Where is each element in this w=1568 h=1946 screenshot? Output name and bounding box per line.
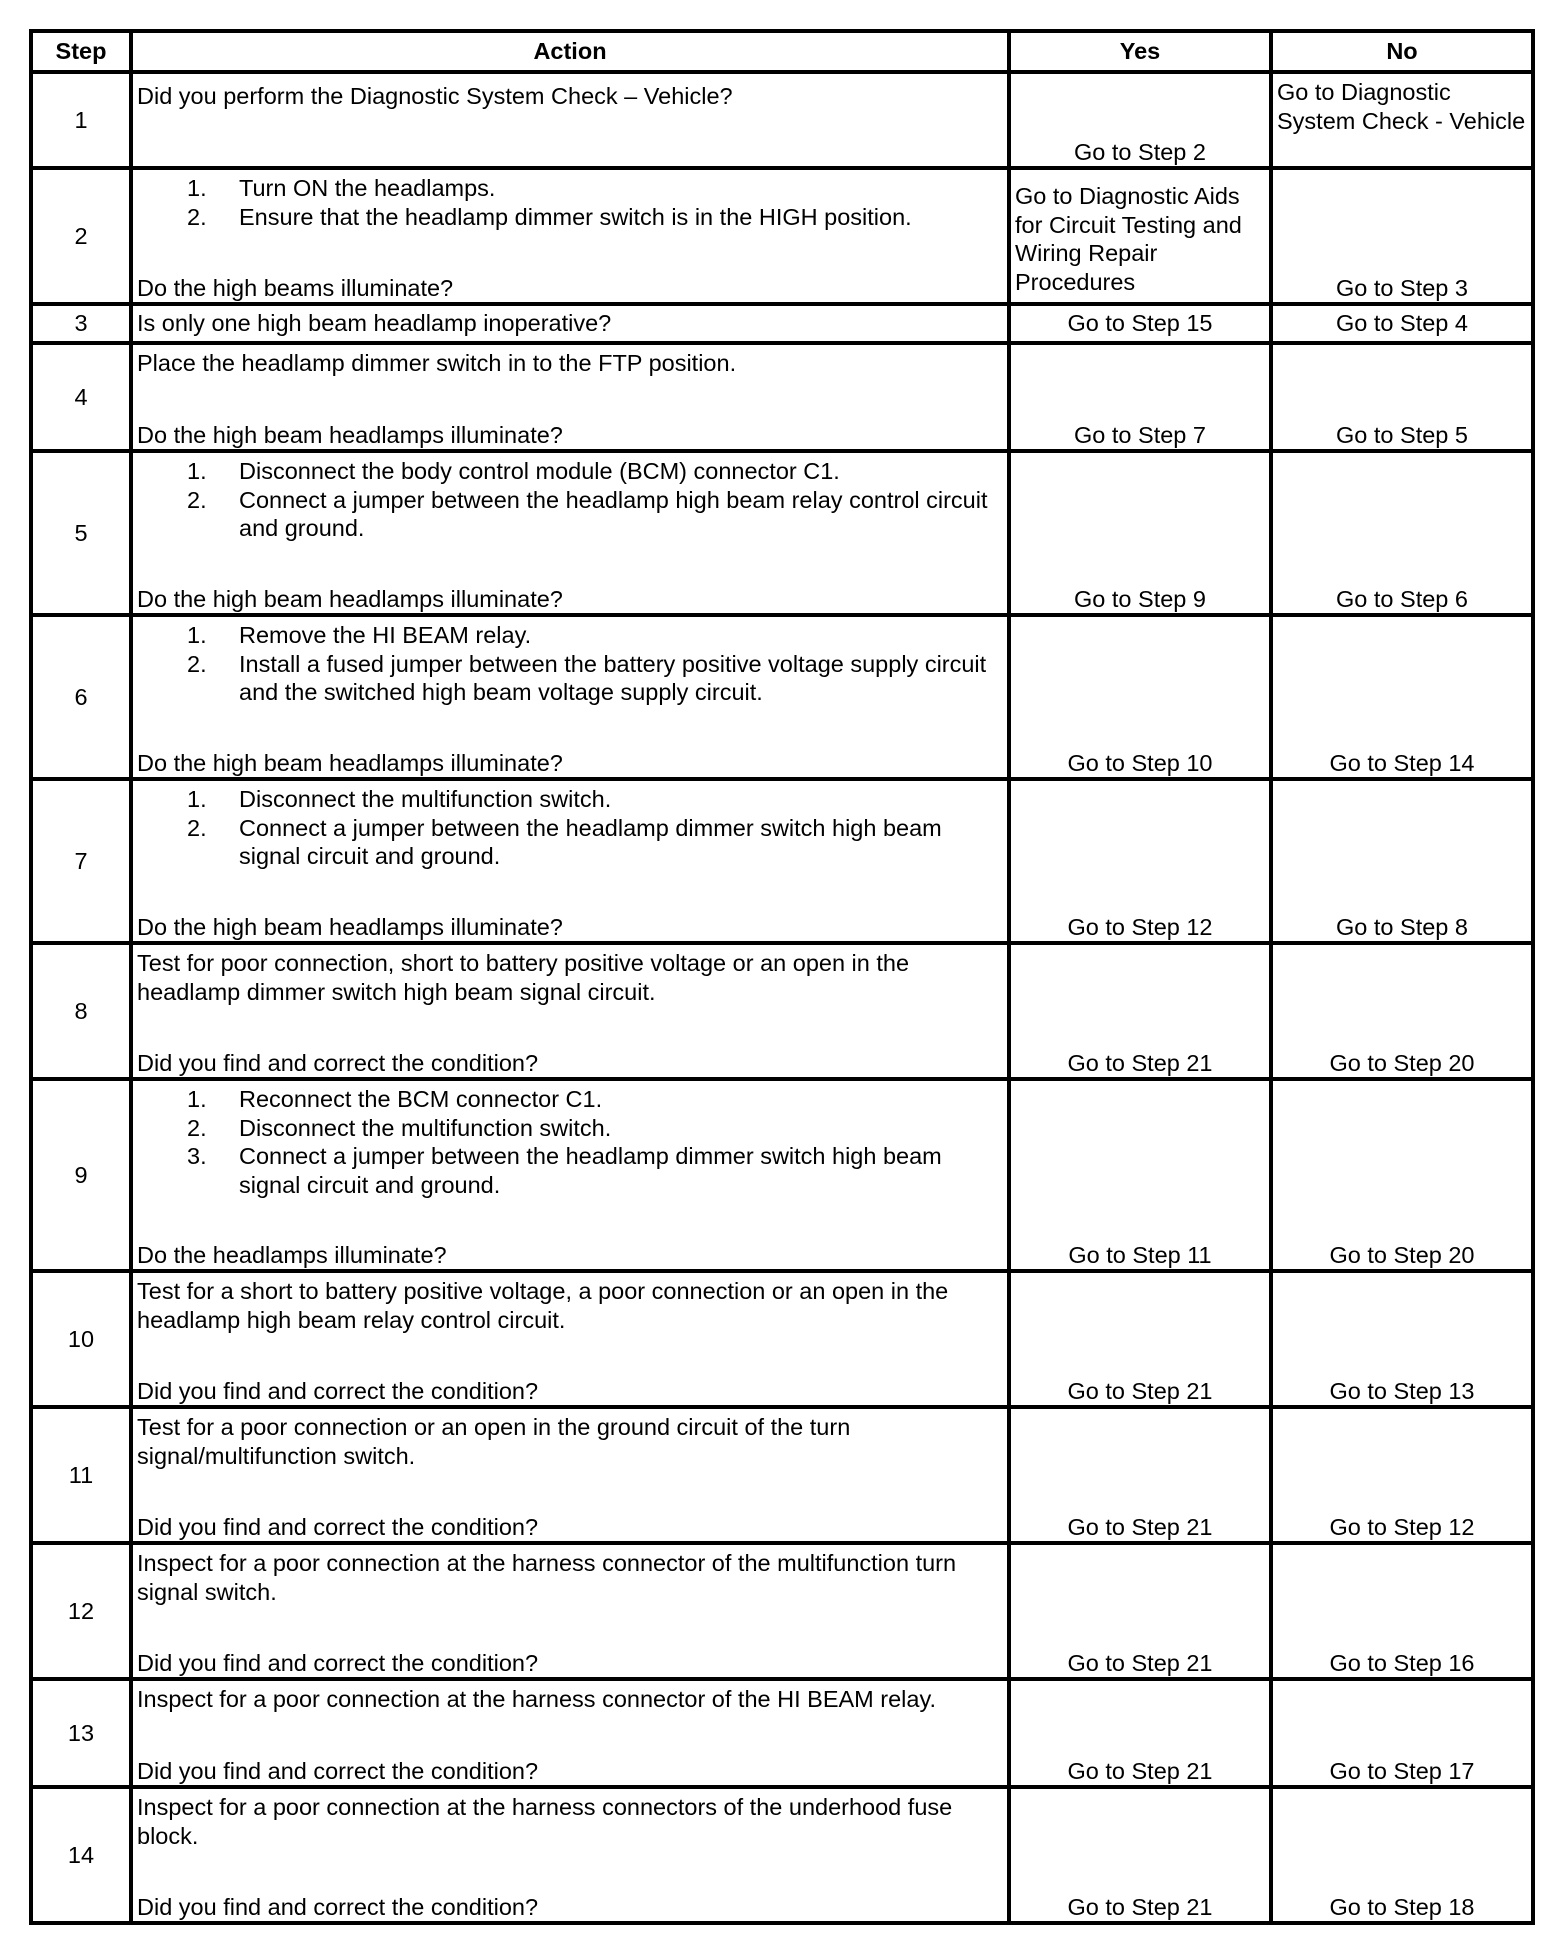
- step-number: 3: [31, 304, 131, 343]
- action-cell: [131, 304, 1009, 343]
- action-cell: [131, 72, 1009, 168]
- action-question: Do the high beams illuminate?: [137, 274, 454, 301]
- header-no: No: [1271, 31, 1533, 72]
- yes-result: Go to Step 7: [1074, 421, 1206, 448]
- action-steps-list: [137, 457, 1003, 543]
- action-question: Did you find and correct the condition?: [137, 1049, 539, 1076]
- yes-result: Go to Step 21: [1067, 1049, 1213, 1076]
- yes-cell: [1009, 1787, 1271, 1923]
- action-question: Did you find and correct the condition?: [137, 1377, 539, 1404]
- no-result: Go to Step 6: [1336, 585, 1468, 612]
- action-question: Do the high beam headlamps illuminate?: [137, 913, 563, 940]
- action-text: Place the headlamp dimmer switch in to the FTP position.: [137, 350, 737, 376]
- yes-cell: [1009, 1079, 1271, 1271]
- list-item: 1. Disconnect the body control module (BCM) connector C1.: [187, 458, 840, 484]
- action-cell: [131, 343, 1009, 451]
- no-result: Go to Diagnostic System Check - Vehicle: [1277, 79, 1526, 134]
- action-text: Test for a short to battery positive voltage, a poor connection or an open in the headlamp high beam relay control circuit.: [137, 1278, 949, 1333]
- action-question: Do the headlamps illuminate?: [137, 1241, 447, 1268]
- table-row: [31, 1679, 1533, 1787]
- yes-result: Go to Step 2: [1074, 138, 1206, 165]
- no-result: Go to Step 12: [1329, 1513, 1475, 1540]
- action-cell: [131, 1679, 1009, 1787]
- yes-cell: [1009, 1679, 1271, 1787]
- action-text: Inspect for a poor connection at the harness connector of the HI BEAM relay.: [137, 1686, 936, 1712]
- yes-cell: [1009, 779, 1271, 943]
- no-cell: [1271, 943, 1533, 1079]
- yes-cell: [1009, 343, 1271, 451]
- action-text: Inspect for a poor connection at the harness connector of the multifunction turn signal switch.: [137, 1550, 957, 1605]
- table-row: [31, 451, 1533, 615]
- action-steps-list: [137, 1085, 1003, 1199]
- no-cell: [1271, 451, 1533, 615]
- no-result: Go to Step 3: [1336, 274, 1468, 301]
- step-number: 4: [31, 343, 131, 451]
- no-cell: [1271, 1543, 1533, 1679]
- yes-result: Go to Step 21: [1067, 1649, 1213, 1676]
- yes-result: Go to Step 21: [1067, 1513, 1213, 1540]
- action-cell: [131, 779, 1009, 943]
- no-result: Go to Step 5: [1336, 421, 1468, 448]
- list-item: 2. Ensure that the headlamp dimmer switch is in the HIGH position.: [187, 203, 912, 230]
- table-row: [31, 72, 1533, 168]
- list-item: 1. Turn ON the headlamps.: [187, 175, 496, 201]
- table-row: [31, 615, 1533, 779]
- header-step: Step: [31, 31, 131, 72]
- no-cell: [1271, 72, 1533, 168]
- list-item: 1. Reconnect the BCM connector C1.: [187, 1086, 603, 1112]
- action-question: Did you find and correct the condition?: [137, 1649, 539, 1676]
- list-item: 2. Connect a jumper between the headlamp dimmer switch high beam signal circuit and ground.: [187, 814, 942, 869]
- yes-result: Go to Step 10: [1067, 749, 1213, 776]
- yes-cell: [1009, 615, 1271, 779]
- yes-result: Go to Step 12: [1067, 913, 1213, 940]
- yes-result: Go to Step 9: [1074, 585, 1206, 612]
- action-cell: [131, 1271, 1009, 1407]
- action-text: Did you perform the Diagnostic System Check – Vehicle?: [137, 83, 733, 109]
- yes-result: Go to Step 11: [1068, 1241, 1212, 1268]
- table-row: [31, 943, 1533, 1079]
- action-question: Do the high beam headlamps illuminate?: [137, 749, 563, 776]
- yes-cell: [1009, 304, 1271, 343]
- list-item: 2. Connect a jumper between the headlamp high beam relay control circuit and ground.: [187, 486, 988, 541]
- no-cell: [1271, 615, 1533, 779]
- step-number: 8: [31, 943, 131, 1079]
- step-number: 10: [31, 1271, 131, 1407]
- action-steps-list: [137, 785, 1003, 871]
- action-question: Did you find and correct the condition?: [137, 1893, 539, 1920]
- yes-cell: [1009, 1407, 1271, 1543]
- no-cell: [1271, 168, 1533, 304]
- yes-cell: [1009, 943, 1271, 1079]
- action-question: Did you find and correct the condition?: [137, 1513, 539, 1540]
- list-item: 2. Install a fused jumper between the battery positive voltage supply circuit and the switched high beam voltage supply circuit.: [187, 650, 987, 705]
- header-row: [31, 31, 1533, 72]
- no-result: Go to Step 20: [1329, 1241, 1475, 1268]
- list-item: 1. Remove the HI BEAM relay.: [187, 622, 532, 648]
- action-text: Test for poor connection, short to battery positive voltage or an open in the headlamp dimmer switch high beam signal circuit.: [137, 950, 910, 1005]
- yes-result: Go to Diagnostic Aids for Circuit Testing and Wiring Repair Procedures: [1015, 183, 1242, 295]
- action-cell: [131, 451, 1009, 615]
- table-row: [31, 343, 1533, 451]
- table-row: [31, 168, 1533, 304]
- yes-result: Go to Step 21: [1067, 1893, 1213, 1920]
- table-row: [31, 1543, 1533, 1679]
- header-yes: Yes: [1009, 31, 1271, 72]
- action-text: Is only one high beam headlamp inoperative?: [137, 310, 612, 337]
- no-result: Go to Step 17: [1329, 1757, 1475, 1784]
- table-row: [31, 1787, 1533, 1923]
- action-steps-list: [137, 621, 1003, 707]
- step-number: 1: [31, 72, 131, 168]
- action-question: Did you find and correct the condition?: [137, 1757, 539, 1784]
- step-number: 11: [31, 1407, 131, 1543]
- yes-cell: [1009, 168, 1271, 304]
- action-cell: [131, 615, 1009, 779]
- header-action: Action: [131, 31, 1009, 72]
- step-number: 5: [31, 451, 131, 615]
- step-number: 6: [31, 615, 131, 779]
- no-result: Go to Step 4: [1336, 310, 1468, 337]
- table-row: [31, 1407, 1533, 1543]
- list-item: 2. Disconnect the multifunction switch.: [187, 1114, 612, 1141]
- action-cell: [131, 1543, 1009, 1679]
- no-cell: [1271, 1407, 1533, 1543]
- no-result: Go to Step 13: [1329, 1377, 1475, 1404]
- step-number: 12: [31, 1543, 131, 1679]
- step-number: 9: [31, 1079, 131, 1271]
- action-text: Test for a poor connection or an open in the ground circuit of the turn signal/multifunction switch.: [137, 1414, 851, 1469]
- no-result: Go to Step 8: [1336, 913, 1468, 940]
- action-cell: [131, 943, 1009, 1079]
- yes-cell: [1009, 451, 1271, 615]
- yes-result: Go to Step 21: [1067, 1377, 1213, 1404]
- no-cell: [1271, 1271, 1533, 1407]
- action-cell: [131, 1407, 1009, 1543]
- no-cell: [1271, 1787, 1533, 1923]
- yes-cell: [1009, 1271, 1271, 1407]
- yes-cell: [1009, 1543, 1271, 1679]
- no-cell: [1271, 343, 1533, 451]
- table-row: [31, 779, 1533, 943]
- no-result: Go to Step 18: [1329, 1893, 1475, 1920]
- table-row: [31, 304, 1533, 343]
- step-number: 2: [31, 168, 131, 304]
- list-item: 1. Disconnect the multifunction switch.: [187, 786, 612, 812]
- list-item: 3. Connect a jumper between the headlamp dimmer switch high beam signal circuit and ground.: [187, 1143, 942, 1198]
- no-result: Go to Step 14: [1329, 749, 1475, 776]
- no-result: Go to Step 20: [1329, 1049, 1475, 1076]
- no-cell: [1271, 1079, 1533, 1271]
- action-question: Do the high beam headlamps illuminate?: [137, 585, 563, 612]
- step-number: 14: [31, 1787, 131, 1923]
- yes-result: Go to Step 21: [1067, 1757, 1213, 1784]
- action-cell: [131, 1079, 1009, 1271]
- yes-result: Go to Step 15: [1067, 310, 1213, 337]
- no-result: Go to Step 16: [1329, 1649, 1475, 1676]
- action-cell: [131, 168, 1009, 304]
- no-cell: [1271, 779, 1533, 943]
- step-number: 7: [31, 779, 131, 943]
- table-row: [31, 1271, 1533, 1407]
- yes-cell: [1009, 72, 1271, 168]
- table-row: [31, 1079, 1533, 1271]
- diagnostic-table: [29, 29, 1535, 1925]
- step-number: 13: [31, 1679, 131, 1787]
- action-steps-list: [137, 174, 1003, 231]
- action-cell: [131, 1787, 1009, 1923]
- no-cell: [1271, 304, 1533, 343]
- action-text: Inspect for a poor connection at the harness connectors of the underhood fuse block.: [137, 1794, 953, 1849]
- no-cell: [1271, 1679, 1533, 1787]
- action-question: Do the high beam headlamps illuminate?: [137, 421, 563, 448]
